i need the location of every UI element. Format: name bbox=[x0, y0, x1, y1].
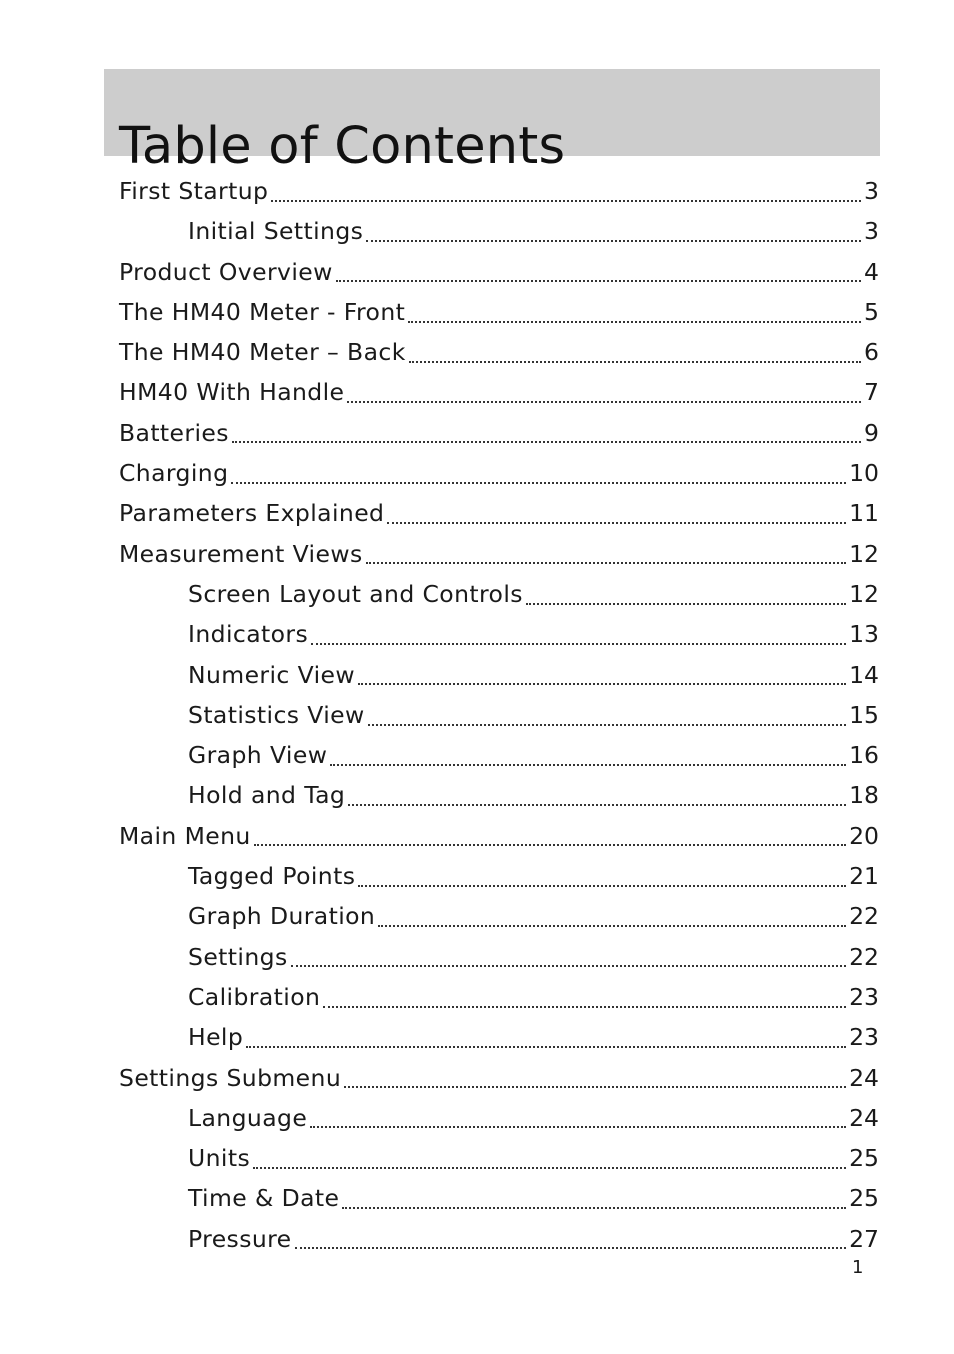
toc-entry[interactable] bbox=[119, 614, 879, 654]
toc-entry-label: HM40 With Handle bbox=[119, 378, 345, 407]
toc-entry-page-number: 11 bbox=[849, 499, 879, 528]
toc-dot-leader bbox=[246, 1045, 846, 1048]
toc-entry-page-number: 4 bbox=[864, 257, 879, 286]
toc-entry[interactable] bbox=[119, 655, 879, 695]
toc-entry[interactable] bbox=[119, 211, 879, 251]
toc-entry[interactable] bbox=[119, 896, 879, 936]
toc-dot-leader bbox=[231, 481, 846, 484]
toc-entry-page-number: 23 bbox=[849, 1023, 879, 1052]
toc-entry-page-number: 12 bbox=[849, 539, 879, 568]
toc-entry-label: Indicators bbox=[188, 620, 309, 649]
toc-entry[interactable] bbox=[119, 856, 879, 896]
toc-entry-page-number: 10 bbox=[849, 459, 879, 488]
toc-entry-label: Screen Layout and Controls bbox=[188, 579, 523, 608]
toc-entry[interactable] bbox=[119, 1178, 879, 1218]
toc-entry[interactable] bbox=[119, 574, 879, 614]
toc-entry-page-number: 5 bbox=[864, 297, 879, 326]
toc-entry-page-number: 3 bbox=[864, 217, 879, 246]
toc-entry-page-number: 22 bbox=[849, 902, 879, 931]
toc-entry[interactable] bbox=[119, 171, 879, 211]
toc-entry[interactable] bbox=[119, 977, 879, 1017]
toc-dot-leader bbox=[323, 1005, 846, 1008]
toc-entry-label: Help bbox=[188, 1023, 244, 1052]
toc-dot-leader bbox=[342, 1206, 846, 1209]
toc-entry-label: Time & Date bbox=[188, 1184, 340, 1213]
toc-dot-leader bbox=[271, 199, 861, 202]
toc-entry-label: Main Menu bbox=[119, 821, 251, 850]
toc-entry-label: The HM40 Meter - Front bbox=[119, 297, 406, 326]
toc-entry-label: Pressure bbox=[188, 1224, 292, 1253]
toc-dot-leader bbox=[291, 964, 847, 967]
toc-entry[interactable] bbox=[119, 413, 879, 453]
toc-entry[interactable] bbox=[119, 695, 879, 735]
toc-entry-page-number: 13 bbox=[849, 620, 879, 649]
toc-entry-label: Calibration bbox=[188, 982, 321, 1011]
toc-entry[interactable] bbox=[119, 735, 879, 775]
toc-dot-leader bbox=[409, 360, 861, 363]
toc-dot-leader bbox=[311, 642, 846, 645]
toc-entry[interactable] bbox=[119, 453, 879, 493]
toc-entry[interactable] bbox=[119, 252, 879, 292]
toc-entry-page-number: 24 bbox=[849, 1063, 879, 1092]
toc-dot-leader bbox=[347, 400, 861, 403]
toc-dot-leader bbox=[368, 723, 846, 726]
toc-entry-label: Batteries bbox=[119, 418, 229, 447]
title-band bbox=[104, 69, 880, 177]
toc-entry-label: Parameters Explained bbox=[119, 499, 385, 528]
toc-entry-label: Statistics View bbox=[188, 700, 365, 729]
toc-entry[interactable] bbox=[119, 493, 879, 533]
toc-entry-label: Charging bbox=[119, 459, 229, 488]
toc-entry-page-number: 25 bbox=[849, 1144, 879, 1173]
toc-entry[interactable] bbox=[119, 332, 879, 372]
toc-dot-leader bbox=[336, 279, 861, 282]
toc-dot-leader bbox=[358, 682, 846, 685]
toc-entry-label: Graph View bbox=[188, 741, 328, 770]
toc-entry-label: Initial Settings bbox=[188, 217, 364, 246]
toc-entry-label: Units bbox=[188, 1144, 251, 1173]
toc-entry-label: Hold and Tag bbox=[188, 781, 346, 810]
toc-dot-leader bbox=[310, 1125, 846, 1128]
toc-dot-leader bbox=[408, 320, 861, 323]
toc-entry-page-number: 9 bbox=[864, 418, 879, 447]
toc-entry-label: Language bbox=[188, 1103, 308, 1132]
toc-entry-page-number: 15 bbox=[849, 700, 879, 729]
toc-entry-page-number: 23 bbox=[849, 982, 879, 1011]
toc-entry-label: Measurement Views bbox=[119, 539, 363, 568]
toc-dot-leader bbox=[526, 602, 846, 605]
table-of-contents bbox=[119, 171, 879, 1259]
toc-entry[interactable] bbox=[119, 1138, 879, 1178]
toc-entry-page-number: 14 bbox=[849, 660, 879, 689]
toc-entry-label: The HM40 Meter – Back bbox=[119, 338, 406, 367]
toc-entry-label: First Startup bbox=[119, 177, 269, 205]
toc-dot-leader bbox=[366, 561, 846, 564]
toc-dot-leader bbox=[348, 803, 846, 806]
toc-dot-leader bbox=[295, 1246, 847, 1249]
toc-entry-page-number: 18 bbox=[849, 781, 879, 810]
toc-entry[interactable] bbox=[119, 816, 879, 856]
toc-entry[interactable] bbox=[119, 372, 879, 412]
toc-entry-page-number: 21 bbox=[849, 862, 879, 891]
toc-dot-leader bbox=[366, 239, 861, 242]
toc-entry[interactable] bbox=[119, 1017, 879, 1057]
toc-dot-leader bbox=[232, 440, 861, 443]
toc-entry-page-number: 3 bbox=[864, 177, 879, 205]
toc-entry-page-number: 22 bbox=[849, 942, 879, 971]
toc-entry[interactable] bbox=[119, 775, 879, 815]
toc-entry-label: Settings bbox=[188, 942, 288, 971]
toc-dot-leader bbox=[330, 763, 846, 766]
toc-entry-page-number: 24 bbox=[849, 1103, 879, 1132]
toc-dot-leader bbox=[344, 1085, 846, 1088]
toc-entry-page-number: 27 bbox=[849, 1224, 879, 1253]
toc-entry-label: Graph Duration bbox=[188, 902, 376, 931]
toc-entry-page-number: 6 bbox=[864, 338, 879, 367]
toc-entry-page-number: 7 bbox=[864, 378, 879, 407]
toc-entry-label: Numeric View bbox=[188, 660, 355, 689]
toc-entry-page-number: 12 bbox=[849, 579, 879, 608]
toc-entry[interactable] bbox=[119, 534, 879, 574]
toc-entry[interactable] bbox=[119, 1098, 879, 1138]
page-number: 1 bbox=[852, 1257, 864, 1278]
toc-entry-label: Tagged Points bbox=[188, 862, 356, 891]
toc-dot-leader bbox=[358, 884, 846, 887]
toc-entry[interactable] bbox=[119, 1058, 879, 1098]
page-title: Table of Contents bbox=[119, 117, 566, 177]
toc-dot-leader bbox=[387, 521, 846, 524]
toc-dot-leader bbox=[378, 924, 846, 927]
toc-entry[interactable] bbox=[119, 1219, 879, 1259]
toc-entry-label: Product Overview bbox=[119, 257, 333, 286]
toc-entry-page-number: 16 bbox=[849, 741, 879, 770]
toc-entry-label: Settings Submenu bbox=[119, 1063, 342, 1092]
toc-dot-leader bbox=[253, 1166, 846, 1169]
toc-entry-page-number: 25 bbox=[849, 1184, 879, 1213]
toc-entry-page-number: 20 bbox=[849, 821, 879, 850]
toc-entry[interactable] bbox=[119, 937, 879, 977]
toc-entry[interactable] bbox=[119, 292, 879, 332]
toc-dot-leader bbox=[254, 843, 846, 846]
